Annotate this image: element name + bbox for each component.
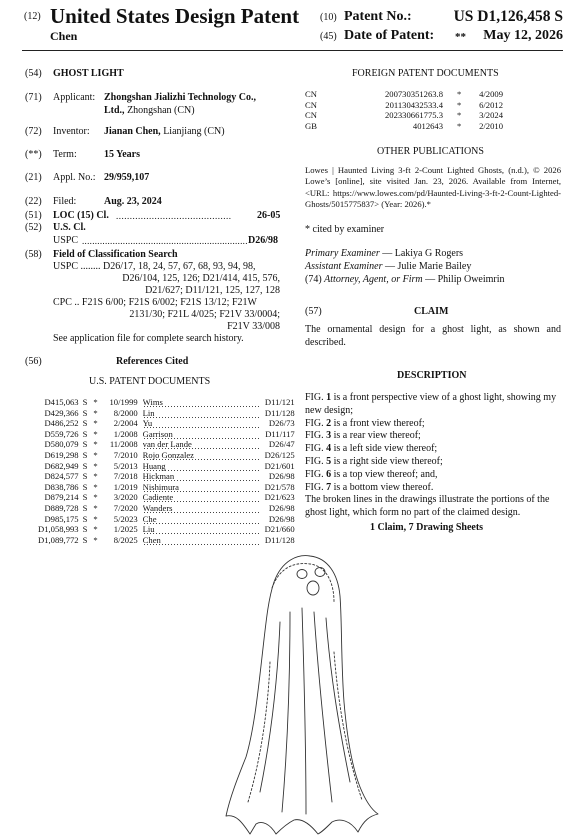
patent-type-title: United States Design Patent (50, 4, 300, 28)
foreign-reference-row (305, 110, 503, 121)
uspc-leader: ................................................................. (82, 236, 248, 246)
claim-heading: CLAIM (414, 306, 449, 317)
us-reference-row (38, 503, 295, 514)
assistant-examiner-label: Assistant Examiner (305, 261, 383, 272)
foreign-reference-country: CN (305, 99, 317, 110)
us-reference-class: D11/117 (265, 428, 295, 439)
us-reference-date: 7/2010 (113, 449, 138, 460)
uscl-label: U.S. Cl. (53, 222, 86, 233)
fabric-fold (302, 608, 306, 814)
us-reference-cited: * (93, 439, 98, 450)
loc-code: (51) (25, 210, 42, 221)
attorney-label: Attorney, Agent, or Firm (324, 274, 423, 285)
foreign-reference-number: 201130432533.4 (385, 99, 443, 110)
inventor-label: Inventor: (53, 126, 90, 137)
design-title: GHOST LIGHT (53, 68, 124, 79)
fig-desc-7: FIG. 7 is a bottom view thereof. (305, 481, 434, 493)
us-reference-class: D11/128 (264, 407, 295, 418)
us-reference-row (38, 471, 295, 482)
us-reference-row (38, 418, 295, 429)
us-reference-inventor: Cadiente (143, 492, 261, 503)
us-reference-cited: * (93, 513, 98, 524)
foreign-references-table (305, 89, 503, 131)
fabric-fold (326, 618, 350, 782)
us-reference-kind: S (82, 439, 88, 450)
us-reference-number: D838,786 (44, 481, 79, 492)
foreign-reference-country: GB (305, 120, 317, 131)
date-label: Date of Patent: (344, 28, 435, 43)
ghost-right-eye (315, 568, 325, 577)
inventor-city: Lianjiang (CN) (160, 126, 225, 137)
us-reference-date: 1/2008 (113, 428, 138, 439)
us-reference-inventor: Garrison (143, 429, 261, 440)
us-reference-row (38, 535, 295, 546)
claim-code: (57) (305, 306, 322, 317)
attorney-code: (74) (305, 274, 322, 285)
ghost-light-drawing (210, 552, 390, 835)
us-reference-cited: * (93, 502, 98, 513)
date-code: (45) (320, 31, 337, 42)
claim-text: The ornamental design for a ghost light, as shown and described. (305, 324, 561, 348)
loc-leader: .......................................... (116, 211, 232, 221)
ghost-left-eye (297, 570, 307, 579)
us-reference-inventor: Wims (143, 397, 261, 408)
us-reference-inventor: Liu (143, 524, 261, 535)
fig-desc-2: FIG. 2 is a front view thereof; (305, 417, 425, 429)
inventor-name: Jianan Chen, (104, 126, 161, 137)
us-reference-row (38, 408, 295, 419)
appl-number: 29/959,107 (104, 172, 150, 183)
us-reference-date: 2/2004 (113, 418, 138, 429)
loc-value: 26-05 (257, 210, 281, 221)
us-reference-number: D889,728 (44, 502, 79, 513)
cited-note: * cited by examiner (305, 224, 385, 235)
us-reference-cited: * (93, 471, 98, 482)
foreign-reference-number: 200730351263.8 (384, 89, 443, 99)
other-publication: Lowes | Haunted Living 3-ft 2-Count Lighted Ghosts, (n.d.), © 2026 Lowe’s [online], site visited Jan. 23, 2026. Available from Internet, <URL: https://www.lowes.com/pd/Haunted-Living-3-ft-2-Count-Lighted-Ghosts/5015775837> (Year: 2026).* (305, 165, 561, 209)
us-reference-kind: S (82, 428, 88, 439)
us-reference-number: D1,058,993 (38, 524, 79, 535)
term-value: 15 Years (104, 149, 141, 160)
ghost-outline (226, 556, 378, 834)
us-reference-date: 5/2023 (113, 513, 138, 524)
fig-desc-1: FIG. 1 is a front perspective view of a ghost light, showing my new design; (305, 392, 557, 416)
foreign-heading: FOREIGN PATENT DOCUMENTS (352, 68, 499, 79)
appl-label: Appl. No.: (53, 172, 96, 183)
us-reference-number: D429,366 (44, 407, 79, 418)
term-label: Term: (53, 149, 77, 160)
us-reference-number: D559,726 (44, 428, 79, 439)
us-reference-kind: S (82, 397, 88, 407)
us-reference-kind: S (82, 471, 88, 482)
foreign-reference-number: 4012643 (412, 120, 443, 131)
patent-date: May 12, 2026 (483, 28, 563, 43)
foreign-reference-date: 2/2010 (479, 120, 503, 131)
us-reference-row (38, 429, 295, 440)
assistant-examiner-name: — Julie Marie Bailey (382, 261, 472, 272)
field-line: F21V 33/008 (227, 321, 280, 332)
us-reference-kind: S (82, 407, 88, 418)
us-reference-number: D985,175 (44, 513, 79, 524)
inventor-line (104, 126, 225, 137)
patent-no-label: Patent No.: (344, 9, 412, 24)
fig-desc-4: FIG. 4 is a left side view thereof; (305, 443, 438, 455)
us-reference-date: 1/2025 (113, 524, 138, 535)
patent-no-code: (10) (320, 12, 337, 23)
us-reference-class: D21/660 (264, 524, 295, 535)
us-reference-kind: S (82, 449, 88, 460)
us-reference-date: 8/2000 (113, 407, 138, 418)
us-reference-inventor: Rojo Gonzalez (143, 450, 261, 461)
foreign-reference-row (305, 89, 503, 100)
us-reference-number: D682,949 (44, 460, 79, 471)
date-mark: ** (455, 31, 466, 43)
ghost-mouth (307, 581, 319, 595)
us-reference-number: D879,214 (44, 492, 79, 503)
title-code: (54) (25, 68, 42, 79)
us-reference-kind: S (82, 513, 88, 524)
fabric-fold (282, 612, 290, 812)
us-reference-class: D26/98 (268, 471, 295, 482)
foreign-reference-date: 6/2012 (479, 99, 503, 110)
filed-code: (22) (25, 196, 42, 207)
applicant-name: Zhongshan Jializhi Technology Co., (104, 92, 256, 103)
attorney-name: — Philip Oweimrin (422, 274, 505, 285)
us-reference-kind: S (82, 418, 88, 429)
us-reference-cited: * (93, 534, 98, 545)
us-reference-row (38, 524, 295, 535)
fig-desc-5: FIG. 5 is a right side view thereof; (305, 455, 443, 467)
us-reference-inventor: Che (143, 514, 261, 525)
us-reference-class: D21/623 (264, 492, 295, 503)
us-reference-cited: * (93, 481, 98, 492)
broken-lines-note: The broken lines in the drawings illustrate the portions of the ghost light, which form no part of the claimed design. (305, 494, 550, 519)
us-reference-inventor: Yu (143, 418, 261, 429)
appl-code: (21) (25, 172, 42, 183)
us-reference-inventor: Wanders (143, 503, 261, 514)
us-reference-inventor: Hickman (143, 471, 261, 482)
claims-summary: 1 Claim, 7 Drawing Sheets (370, 522, 484, 533)
fabric-fold (334, 652, 362, 800)
us-reference-kind: S (82, 534, 88, 545)
us-reference-number: D824,577 (44, 471, 79, 482)
applicant-line2 (104, 105, 195, 116)
foreign-reference-country: CN (305, 89, 317, 99)
foreign-reference-cited: * (457, 99, 462, 110)
field-line: D26/104, 125, 126; D21/414, 415, 576, (122, 273, 280, 284)
inventor-short-name: Chen (50, 29, 78, 43)
fig-desc-3: FIG. 3 is a rear view thereof; (305, 430, 421, 442)
applicant-code: (71) (25, 92, 42, 103)
header-rule (22, 50, 563, 51)
us-reference-date: 3/2020 (113, 492, 138, 503)
us-docs-heading: U.S. PATENT DOCUMENTS (89, 376, 211, 387)
foreign-reference-date: 3/2024 (479, 110, 503, 121)
refs-heading: References Cited (116, 356, 189, 367)
us-reference-row (38, 482, 295, 493)
us-references-table (38, 397, 295, 545)
us-reference-date: 7/2018 (113, 471, 138, 482)
us-reference-cited: * (93, 397, 98, 407)
us-reference-class: D26/73 (268, 418, 295, 429)
us-reference-row (38, 514, 295, 525)
inventor-code: (72) (25, 126, 42, 137)
refs-code: (56) (25, 356, 42, 367)
uspc-label: USPC (53, 235, 79, 246)
us-reference-kind: S (82, 481, 88, 492)
applicant-name-2: Ltd., (104, 105, 125, 116)
uspc-value: D26/98 (248, 235, 278, 246)
figure-list (305, 392, 563, 520)
us-reference-cited: * (93, 418, 98, 429)
other-pub-heading: OTHER PUBLICATIONS (377, 146, 484, 157)
applicant-label: Applicant: (53, 92, 96, 103)
us-reference-number: D415,063 (44, 397, 79, 407)
us-reference-row (38, 397, 295, 408)
kind-code: (12) (24, 11, 41, 22)
field-line-uspc: USPC ........ D26/17, 18, 24, 57, 67, 68, 93, 94, 98, (53, 261, 256, 272)
us-reference-date: 1/2019 (113, 481, 138, 492)
attorney-line (305, 274, 505, 285)
us-reference-number: D580,079 (44, 439, 79, 450)
us-reference-row (38, 439, 295, 450)
foreign-reference-cited: * (457, 89, 462, 99)
us-reference-kind: S (82, 492, 88, 503)
us-reference-class: D21/601 (264, 460, 295, 471)
applicant-city: Zhongshan (CN) (124, 105, 195, 116)
uscl-code: (52) (25, 222, 42, 233)
us-reference-date: 5/2013 (113, 460, 138, 471)
field-code: (58) (25, 249, 42, 260)
us-reference-date: 7/2020 (113, 502, 138, 513)
field-note: See application file for complete search history. (53, 333, 244, 344)
us-reference-inventor: van der Lande (143, 439, 261, 450)
us-reference-class: D11/121 (264, 397, 295, 407)
field-line: D21/627; D11/121, 125, 127, 128 (145, 285, 280, 296)
us-reference-number: D1,089,772 (38, 534, 79, 545)
patent-number: US D1,126,458 S (453, 8, 563, 25)
description-heading: DESCRIPTION (397, 370, 467, 381)
us-reference-inventor: Nishimura (143, 482, 261, 493)
us-reference-inventor: Lin (143, 408, 261, 419)
us-reference-date: 10/1999 (109, 397, 138, 407)
us-reference-class: D26/125 (264, 449, 295, 460)
filed-date: Aug. 23, 2024 (104, 196, 162, 207)
us-reference-class: D11/128 (264, 534, 295, 545)
fabric-fold (314, 612, 332, 802)
field-label: Field of Classification Search (53, 249, 178, 260)
us-reference-cited: * (93, 407, 98, 418)
foreign-reference-cited: * (457, 120, 462, 131)
us-reference-class: D26/98 (268, 513, 295, 524)
filed-label: Filed: (53, 196, 77, 207)
primary-examiner (305, 248, 463, 259)
us-reference-class: D26/47 (268, 439, 295, 450)
us-reference-class: D26/98 (268, 502, 295, 513)
assistant-examiner (305, 261, 471, 272)
us-reference-number: D486,252 (44, 418, 79, 429)
us-reference-cited: * (93, 524, 98, 535)
us-reference-cited: * (93, 428, 98, 439)
foreign-reference-number: 202330661775.3 (384, 110, 443, 121)
primary-examiner-name: — Lakiya G Rogers (379, 248, 464, 259)
primary-examiner-label: Primary Examiner (305, 248, 380, 259)
us-reference-cited: * (93, 460, 98, 471)
foreign-reference-row (305, 121, 503, 132)
us-reference-class: D21/578 (264, 481, 295, 492)
foreign-reference-date: 4/2009 (479, 89, 503, 99)
term-code: (**) (25, 149, 42, 160)
us-reference-inventor: Huang (143, 461, 261, 472)
us-reference-row (38, 450, 295, 461)
us-reference-inventor: Chen (143, 535, 261, 546)
us-reference-cited: * (93, 449, 98, 460)
foreign-reference-row (305, 100, 503, 111)
us-reference-kind: S (82, 502, 88, 513)
field-line-cpc: CPC .. F21S 6/00; F21S 6/002; F21S 13/12; F21W (53, 297, 257, 308)
us-reference-kind: S (82, 460, 88, 471)
loc-label: LOC (15) Cl. (53, 210, 109, 221)
us-reference-row (38, 492, 295, 503)
fig-desc-6: FIG. 6 is a top view thereof; and, (305, 468, 438, 480)
foreign-reference-cited: * (457, 110, 462, 121)
us-reference-date: 11/2008 (109, 439, 138, 450)
us-reference-cited: * (93, 492, 98, 503)
us-reference-kind: S (82, 524, 88, 535)
us-reference-number: D619,298 (44, 449, 79, 460)
field-line: 2131/30; F21L 4/025; F21V 33/0004; (129, 309, 280, 320)
foreign-reference-country: CN (305, 110, 317, 121)
us-reference-date: 8/2025 (113, 534, 138, 545)
us-reference-row (38, 461, 295, 472)
